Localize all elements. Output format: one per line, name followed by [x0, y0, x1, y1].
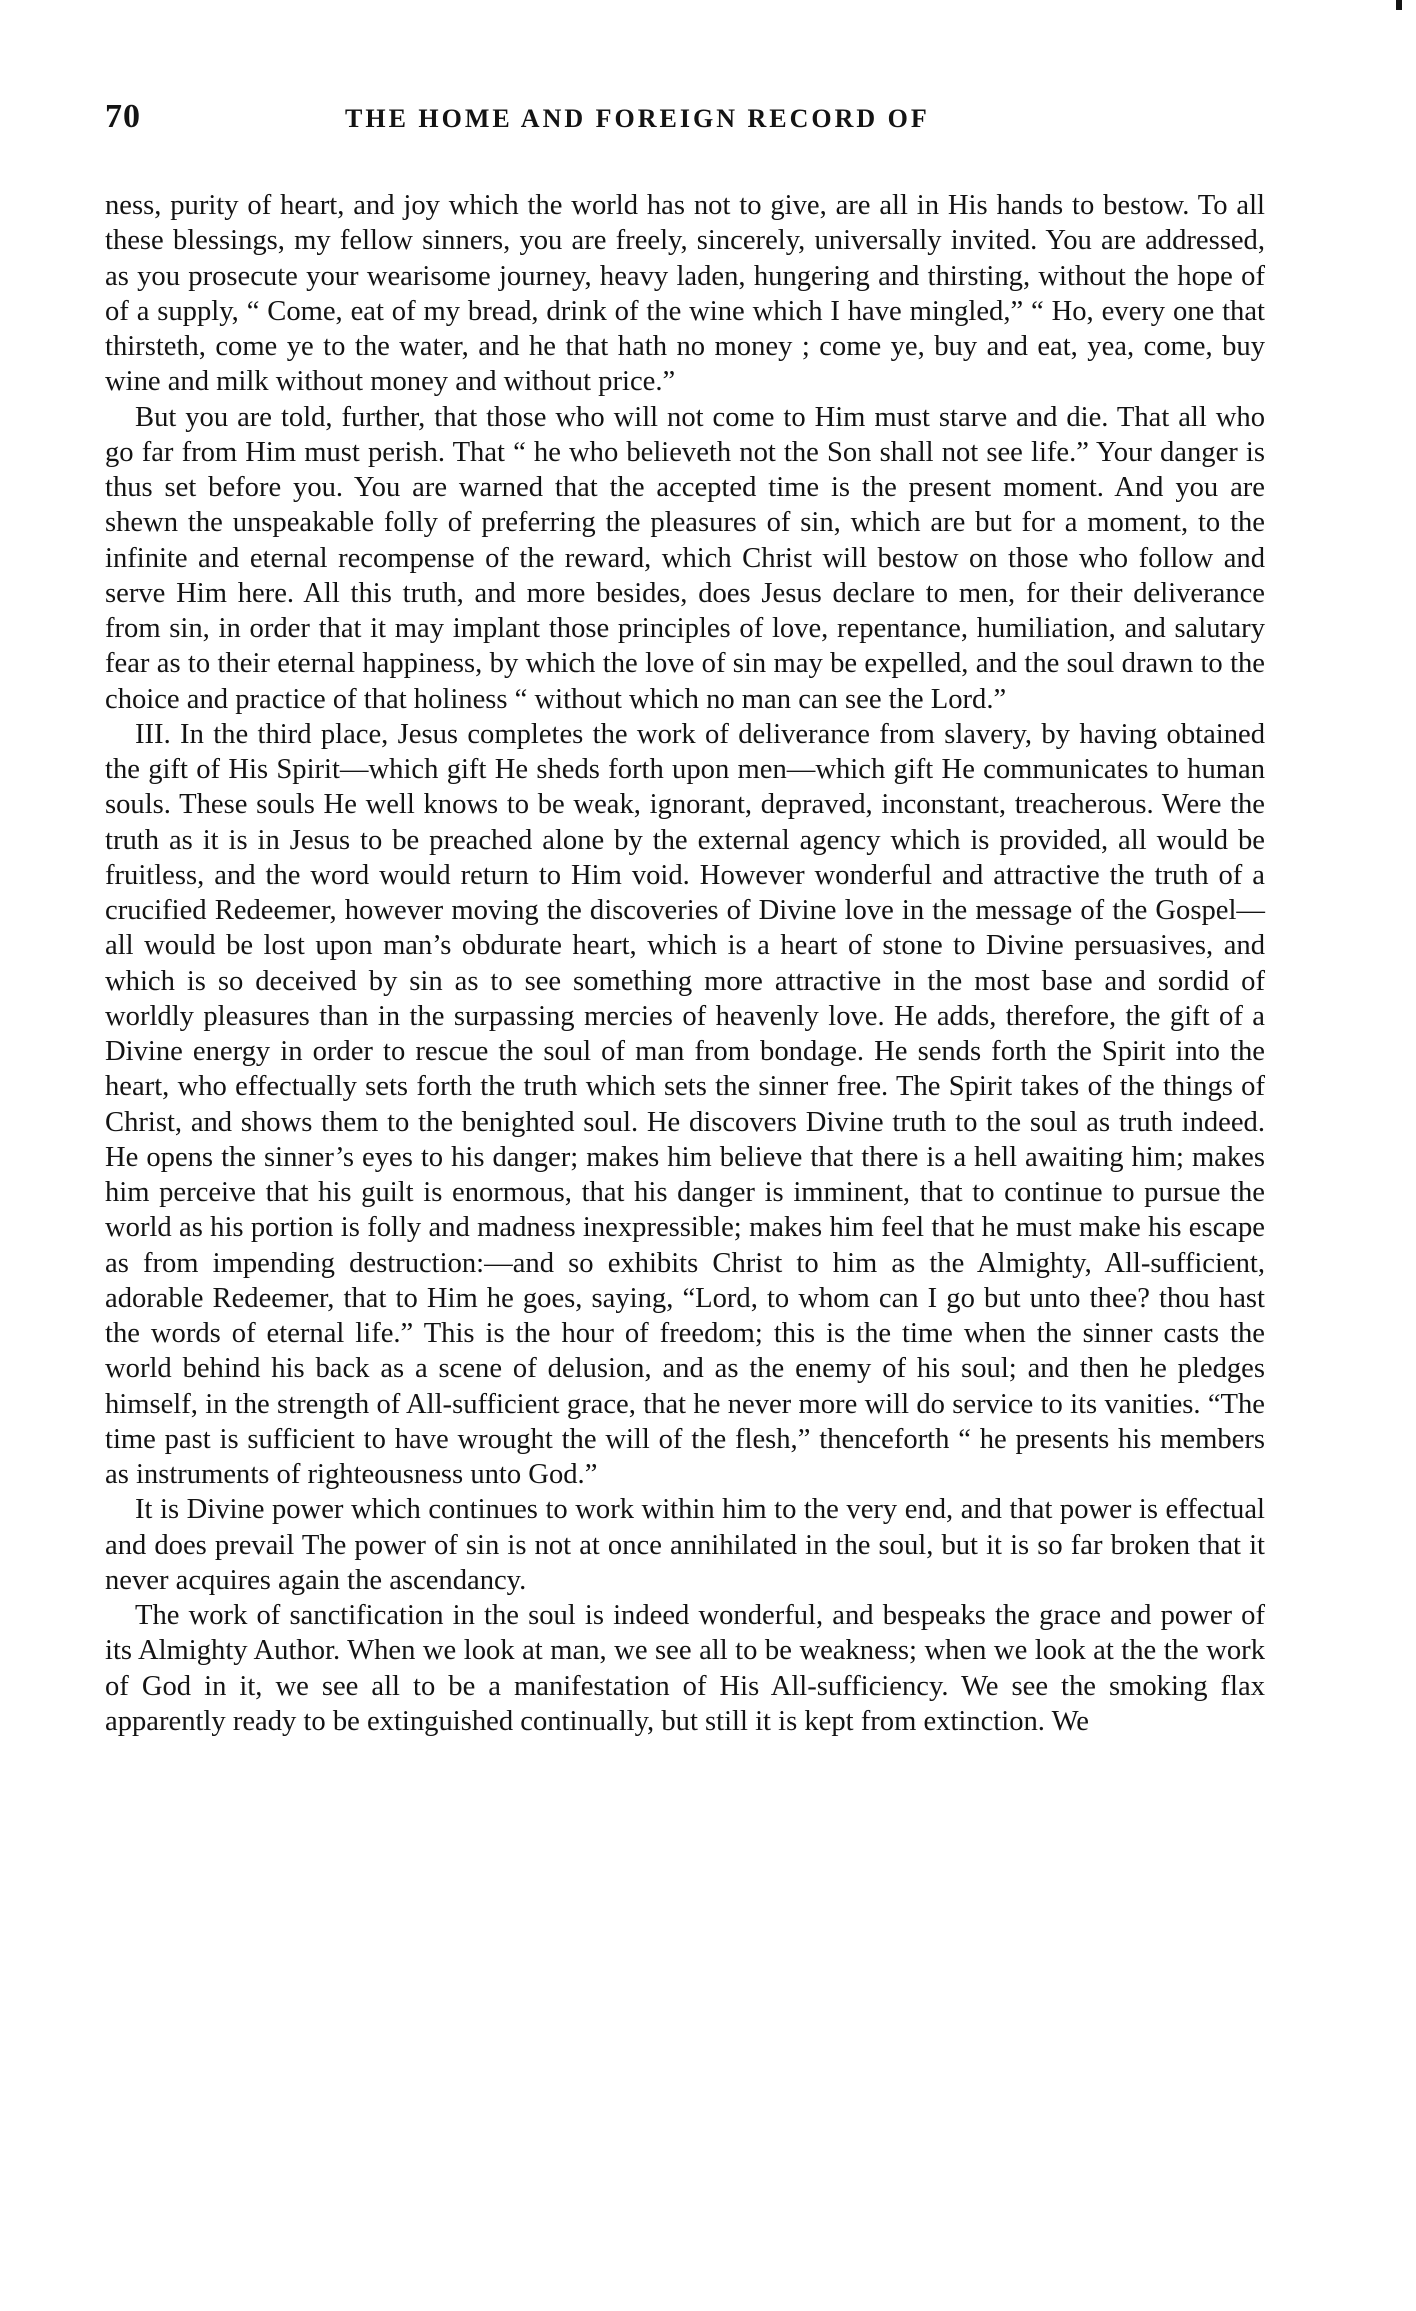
body-text: [105, 188, 1265, 1739]
page: [105, 98, 1265, 1739]
paragraph-1: ness, purity of heart, and joy which the world has not to give, are all in His hands to bestow. To all these blessings, my fellow sinners, you are freely, sincerely, universally invited. You are addressed, as you prosecute your wearisome journey, heavy laden, hungering and thirsting, without the hope of of a supply, “ Come, eat of my bread, drink of the wine which I have mingled,” “ Ho, every one that thirsteth, come ye to the water, and he that hath no money ; come ye, buy and eat, yea, come, buy wine and milk without money and without price.”: [105, 190, 1265, 398]
paragraph-2: But you are told, further, that those who will not come to Him must starve and die. That all who go far from Him must perish. That “ he who believeth not the Son shall not see life.” Your danger is thus set before you. You are warned that the accepted time is the present moment. And you are shewn the unspeakable folly of preferring the pleasures of sin, which are but for a moment, to the infinite and eternal recompense of the reward, which Christ will bestow on those who follow and serve Him here. All this truth, and more besides, does Jesus declare to men, for their deliverance from sin, in order that it may implant those principles of love, repentance, humiliation, and salutary fear as to their eternal happiness, by which the love of sin may be expelled, and the soul drawn to the choice and practice of that holiness “ without which no man can see the Lord.”: [105, 401, 1265, 715]
paragraph-5: The work of sanctification in the soul is indeed wonderful, and bespeaks the grace and power of its Almighty Author. When we look at man, we see all to be weakness; when we look at the the work of God in it, we see all to be a manifestation of His All-sufficiency. We see the smoking flax apparently ready to be extinguished continually, but still it is kept from extinction. We: [105, 1600, 1265, 1737]
page-number: 70: [105, 98, 141, 135]
paragraph-4: It is Divine power which continues to work within him to the very end, and that power is effectual and does prevail The power of sin is not at once annihilated in the soul, but it is so far broken that it never acquires again the ascendancy.: [105, 1494, 1265, 1596]
page-header: [105, 98, 1265, 150]
paragraph-3: III. In the third place, Jesus completes the work of deliverance from slavery, by having obtained the gift of His Spirit—which gift He sheds forth upon men—which gift He communicates to human souls. These souls He well knows to be weak, ignorant, depraved, inconstant, treacherous. Were the truth as it is in Jesus to be preached alone by the external agency which is provided, all would be fruitless, and the word would return to Him void. However wonderful and attractive the truth of a crucified Redeemer, however moving the discoveries of Divine love in the message of the Gospel—all would be lost upon man’s obdurate heart, which is a heart of stone to Divine persuasives, and which is so deceived by sin as to see something more attractive in the most base and sordid of worldly pleasures than in the surpassing mercies of heavenly love. He adds, therefore, the gift of a Divine energy in order to rescue the soul of man from bondage. He sends forth the Spirit into the heart, who effectually sets forth the truth which sets the sinner free. The Spirit takes of the things of Christ, and shows them to the benighted soul. He discovers Divine truth to the soul as truth indeed. He opens the sinner’s eyes to his danger; makes him believe that there is a hell awaiting him; makes him perceive that his guilt is enormous, that his danger is imminent, that to continue to pursue the world as his portion is folly and madness inexpressible; makes him feel that he must make his escape as from impending destruction:—and so exhibits Christ to him as the Almighty, All-sufficient, adorable Redeemer, that to Him he goes, saying, “Lord, to whom can I go but unto thee? thou hast the words of eternal life.” This is the hour of freedom; this is the time when the sinner casts the world behind his back as a scene of delusion, and as the enemy of his soul; and then he pledges himself, in the strength of All-sufficient grace, that he never more will do service to its vanities. “The time past is sufficient to have wrought the will of the flesh,” thenceforth “ he presents his members as instruments of righteousness unto God.”: [105, 718, 1265, 1490]
running-title: THE HOME AND FOREIGN RECORD OF: [345, 104, 930, 133]
corner-mark: [1396, 0, 1402, 10]
